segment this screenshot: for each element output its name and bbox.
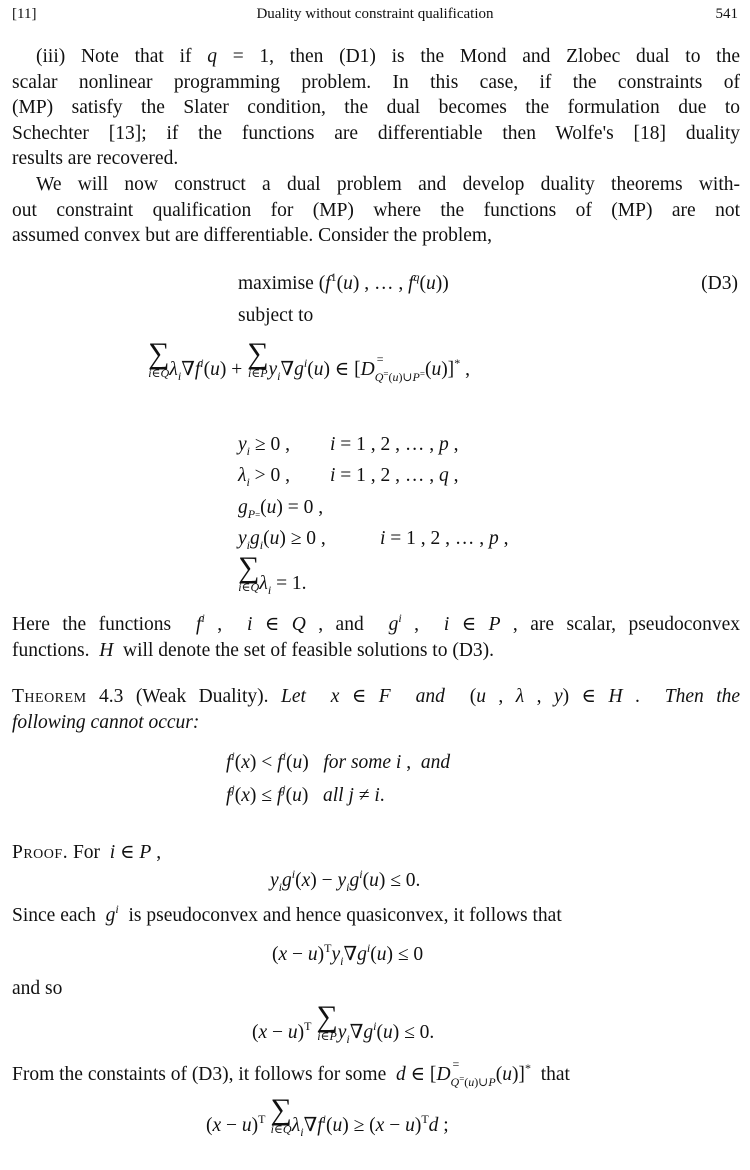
gradient-constraint: ∑ i∈Q $\lambda_i\nabla f^i(u)$ + ∑ i∈P $y_i\nabla g^i(u)$ ∈ [D $_{= Q^=(u)\cup P^=}$(u)]* , (148, 337, 470, 384)
paragraph-functions (12, 612, 740, 663)
proof-equation-1: $y_ig^i(x) - y_ig^i(u) \le 0$. (270, 867, 421, 894)
theorem-label: Theorem (12, 686, 87, 707)
section-number: [11] (12, 6, 37, 22)
proof-text-3: From the constaints of (D3), it follows for some d ∈ [D $_{= Q^=(u)\cup P}$(u)]* that (12, 1057, 570, 1089)
page-number: 541 (715, 6, 738, 22)
proof-text-2: and so (12, 978, 63, 999)
paragraph-remark-iii (12, 44, 740, 172)
theorem-4-3 (12, 684, 740, 735)
theorem-heading-line: Theorem 4.3 (Weak Duality). Let x ∈ F and (u , λ , y) ∈ H . Then the (12, 686, 741, 707)
constraint-lambda-range: i = 1 , 2 , … , q , (330, 465, 459, 486)
constraint-g-equality: $g_{P=}(u) = 0$ , (238, 497, 324, 521)
theorem-statement: following cannot occur: (12, 711, 200, 733)
text-line: We will now construct a dual problem and develop duality theorems with- (36, 174, 740, 195)
constraint-y-range: i = 1 , 2 , … , p , (330, 434, 459, 455)
proof-equation-2: $(x - u)^Ty_i\nabla g^i(u) \le 0$ (272, 941, 424, 968)
text-line: (iii) Note that if q = 1, then (D1) is the Mond and Zlobec dual to the (36, 46, 740, 67)
text-line: Schechter [13]; if the functions are differentiable then Wolfe's [18] duality (12, 122, 740, 144)
theorem-condition-2: $f^j(x) \le f^j(u)$ all j ≠ i. (226, 782, 385, 806)
proof-equation-3: $(x - u)^T$ ∑ i∈P $y_i\nabla g^i(u) \le 0$. (252, 1000, 435, 1046)
constraint-yg-range: i = 1 , 2 , … , p , (380, 528, 509, 549)
text-line: out constraint qualification for (MP) where the functions of (MP) are not (12, 199, 740, 221)
subject-to: subject to (238, 305, 314, 326)
equation-label-d3: (D3) (701, 273, 738, 294)
text-line: results are recovered. (12, 148, 179, 169)
text-line: scalar nonlinear programming problem. In this case, if the constraints of (12, 71, 740, 93)
running-header (12, 6, 738, 30)
text-line: (MP) satisfy the Slater condition, the dual becomes the formulation due to (12, 97, 740, 118)
text-line: functions. H will denote the set of feasible solutions to (D3). (12, 639, 495, 661)
theorem-condition-1: $f^i(x) < f^i(u)$ for some i , and (226, 749, 451, 773)
text-line: Here the functions $f^i$ , i ∈ Q , and $g^i$ , i ∈ P , are scalar, pseudoconvex (12, 611, 741, 635)
constraint-yg-nonneg: $y_ig_i(u) \ge 0$ , (238, 528, 326, 552)
constraint-lambda-sum: ∑ i∈Q $\lambda_i = 1$. (238, 551, 307, 597)
dual-objective: maximise ($f^1(u)$ , … , $f^q(u)$) (238, 270, 449, 294)
proof-text-1: Since each $g^i$ is pseudoconvex and hence quasiconvex, it follows that (12, 902, 562, 926)
paragraph-construct-dual (12, 172, 740, 249)
constraint-lambda-pos: $\lambda_i > 0$ , (238, 465, 291, 489)
proof-intro: Proof. For i ∈ P , (12, 842, 162, 863)
running-title: Duality without constraint qualification (256, 6, 494, 22)
proof-label: Proof. (12, 842, 69, 863)
proof-equation-4: $(x - u)^T$ ∑ i∈Q $\lambda_i\nabla f^i(u) \ge (x - u)^Td$ ; (206, 1093, 449, 1139)
text-line: assumed convex but are differentiable. Consider the problem, (12, 225, 492, 246)
constraint-y-nonneg: $y_i \ge 0$ , (238, 434, 290, 458)
